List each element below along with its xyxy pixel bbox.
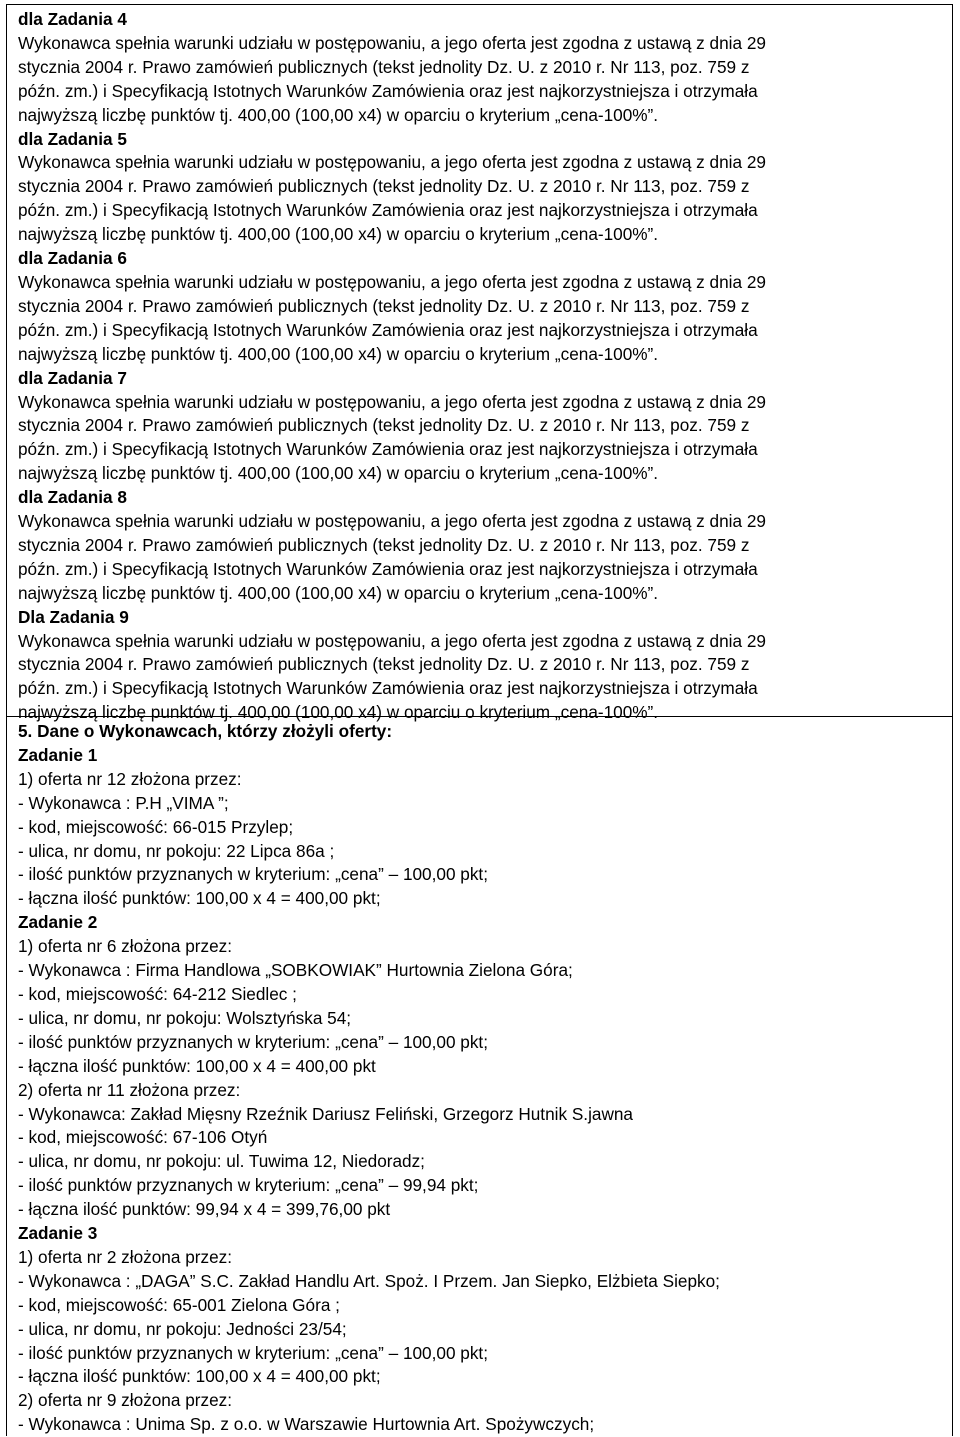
- task-text-line: najwyższą liczbę punktów tj. 400,00 (100,00 x4) w oparciu o kryterium „cena-100%”.: [18, 104, 659, 125]
- offer-detail-line: - ulica, nr domu, nr pokoju: ul. Tuwima 12, Niedoradz;: [18, 1151, 425, 1172]
- contractor-data-section: [18, 720, 913, 1437]
- task-block: [18, 8, 913, 128]
- task-heading: dla Zadania 6: [18, 248, 127, 269]
- offer-detail-line: - ulica, nr domu, nr pokoju: 22 Lipca 86a ;: [18, 840, 335, 861]
- task-text-line: późn. zm.) i Specyfikacją Istotnych Warunków Zamówienia oraz jest najkorzystniejsza i otrzymała: [18, 558, 758, 579]
- task-text-line: stycznia 2004 r. Prawo zamówień publicznych (tekst jednolity Dz. U. z 2010 r. Nr 113, poz. 759 z: [18, 56, 750, 77]
- task-evaluations: [18, 8, 913, 725]
- lot-heading: Zadanie 2: [18, 912, 98, 933]
- offer-detail-line: - łączna ilość punktów: 99,94 x 4 = 399,76,00 pkt: [18, 1199, 391, 1220]
- task-heading: dla Zadania 4: [18, 9, 127, 29]
- offer-detail-line: - Wykonawca : Unima Sp. z o.o. w Warszawie Hurtownia Art. Spożywczych;: [18, 1414, 595, 1435]
- task-heading: dla Zadania 7: [18, 367, 127, 388]
- task-text-line: najwyższą liczbę punktów tj. 400,00 (100,00 x4) w oparciu o kryterium „cena-100%”.: [18, 224, 659, 245]
- task-text-line: najwyższą liczbę punktów tj. 400,00 (100,00 x4) w oparciu o kryterium „cena-100%”.: [18, 702, 659, 723]
- task-text-line: stycznia 2004 r. Prawo zamówień publicznych (tekst jednolity Dz. U. z 2010 r. Nr 113, poz. 759 z: [18, 415, 750, 436]
- offer-detail-line: 2) oferta nr 9 złożona przez:: [18, 1390, 232, 1411]
- task-heading: dla Zadania 8: [18, 487, 127, 508]
- task-text-line: stycznia 2004 r. Prawo zamówień publicznych (tekst jednolity Dz. U. z 2010 r. Nr 113, poz. 759 z: [18, 176, 750, 197]
- offer-detail-line: - Wykonawca : Firma Handlowa „SOBKOWIAK” Hurtownia Zielona Góra;: [18, 960, 573, 981]
- task-text-line: Wykonawca spełnia warunki udziału w postępowaniu, a jego oferta jest zgodna z ustawą z dnia 29: [18, 271, 766, 292]
- offer-detail-line: - Wykonawca: Zakład Mięsny Rzeźnik Dariusz Feliński, Grzegorz Hutnik S.jawna: [18, 1103, 633, 1124]
- offer-detail-line: 1) oferta nr 12 złożona przez:: [18, 768, 242, 789]
- task-text-line: Wykonawca spełnia warunki udziału w postępowaniu, a jego oferta jest zgodna z ustawą z dnia 29: [18, 630, 766, 651]
- section-title: 5. Dane o Wykonawcach, którzy złożyli oferty:: [18, 721, 393, 741]
- offer-detail-line: - łączna ilość punktów: 100,00 x 4 = 400,00 pkt;: [18, 1366, 381, 1387]
- offer-detail-line: - ilość punktów przyznanych w kryterium: „cena” – 99,94 pkt;: [18, 1175, 479, 1196]
- offer-detail-line: 1) oferta nr 6 złożona przez:: [18, 936, 232, 957]
- task-text-line: Wykonawca spełnia warunki udziału w postępowaniu, a jego oferta jest zgodna z ustawą z dnia 29: [18, 391, 766, 412]
- offer-detail-line: - kod, miejscowość: 66-015 Przylep;: [18, 816, 294, 837]
- offer-detail-line: - Wykonawca : P.H „VIMA ”;: [18, 792, 229, 813]
- task-text-line: stycznia 2004 r. Prawo zamówień publicznych (tekst jednolity Dz. U. z 2010 r. Nr 113, poz. 759 z: [18, 295, 750, 316]
- task-text-line: późn. zm.) i Specyfikacją Istotnych Warunków Zamówienia oraz jest najkorzystniejsza i otrzymała: [18, 200, 758, 221]
- task-text-line: późn. zm.) i Specyfikacją Istotnych Warunków Zamówienia oraz jest najkorzystniejsza i otrzymała: [18, 319, 758, 340]
- offer-detail-line: - ulica, nr domu, nr pokoju: Wolsztyńska 54;: [18, 1007, 352, 1028]
- offer-detail-line: - ulica, nr domu, nr pokoju: Jedności 23/54;: [18, 1318, 347, 1339]
- task-block: [18, 367, 913, 487]
- task-text-line: Wykonawca spełnia warunki udziału w postępowaniu, a jego oferta jest zgodna z ustawą z dnia 29: [18, 511, 766, 532]
- offer-detail-line: 2) oferta nr 11 złożona przez:: [18, 1079, 241, 1100]
- offer-detail-line: - łączna ilość punktów: 100,00 x 4 = 400,00 pkt;: [18, 888, 381, 909]
- task-text-line: późn. zm.) i Specyfikacją Istotnych Warunków Zamówienia oraz jest najkorzystniejsza i otrzymała: [18, 80, 758, 101]
- task-text-line: najwyższą liczbę punktów tj. 400,00 (100,00 x4) w oparciu o kryterium „cena-100%”.: [18, 463, 659, 484]
- task-text-line: stycznia 2004 r. Prawo zamówień publicznych (tekst jednolity Dz. U. z 2010 r. Nr 113, poz. 759 z: [18, 654, 750, 675]
- offer-detail-line: - ilość punktów przyznanych w kryterium: „cena” – 100,00 pkt;: [18, 864, 488, 885]
- task-text-line: Wykonawca spełnia warunki udziału w postępowaniu, a jego oferta jest zgodna z ustawą z dnia 29: [18, 32, 766, 53]
- task-block: [18, 128, 913, 248]
- offer-detail-line: - Wykonawca : „DAGA” S.C. Zakład Handlu Art. Spoż. I Przem. Jan Siepko, Elżbieta Siepko;: [18, 1270, 720, 1291]
- task-block: [18, 486, 913, 606]
- task-heading: Dla Zadania 9: [18, 606, 129, 627]
- offer-detail-line: - ilość punktów przyznanych w kryterium: „cena” – 100,00 pkt;: [18, 1342, 488, 1363]
- offer-detail-line: 1) oferta nr 2 złożona przez:: [18, 1246, 232, 1267]
- offer-detail-line: - kod, miejscowość: 65-001 Zielona Góra ;: [18, 1294, 340, 1315]
- task-text-line: najwyższą liczbę punktów tj. 400,00 (100,00 x4) w oparciu o kryterium „cena-100%”.: [18, 343, 659, 364]
- offer-detail-line: - ilość punktów przyznanych w kryterium: „cena” – 100,00 pkt;: [18, 1031, 488, 1052]
- offer-detail-line: - kod, miejscowość: 64-212 Siedlec ;: [18, 983, 297, 1004]
- offer-detail-line: - łączna ilość punktów: 100,00 x 4 = 400,00 pkt: [18, 1055, 376, 1076]
- task-block: [18, 247, 913, 367]
- task-heading: dla Zadania 5: [18, 128, 127, 149]
- task-text-line: Wykonawca spełnia warunki udziału w postępowaniu, a jego oferta jest zgodna z ustawą z dnia 29: [18, 152, 766, 173]
- task-text-line: późn. zm.) i Specyfikacją Istotnych Warunków Zamówienia oraz jest najkorzystniejsza i otrzymała: [18, 678, 758, 699]
- task-text-line: stycznia 2004 r. Prawo zamówień publicznych (tekst jednolity Dz. U. z 2010 r. Nr 113, poz. 759 z: [18, 534, 750, 555]
- task-block: [18, 606, 913, 726]
- offer-detail-line: - kod, miejscowość: 67-106 Otyń: [18, 1127, 268, 1148]
- lot-heading: Zadanie 1: [18, 744, 98, 765]
- lot-heading: Zadanie 3: [18, 1223, 98, 1244]
- task-text-line: najwyższą liczbę punktów tj. 400,00 (100,00 x4) w oparciu o kryterium „cena-100%”.: [18, 582, 659, 603]
- task-text-line: późn. zm.) i Specyfikacją Istotnych Warunków Zamówienia oraz jest najkorzystniejsza i otrzymała: [18, 439, 758, 460]
